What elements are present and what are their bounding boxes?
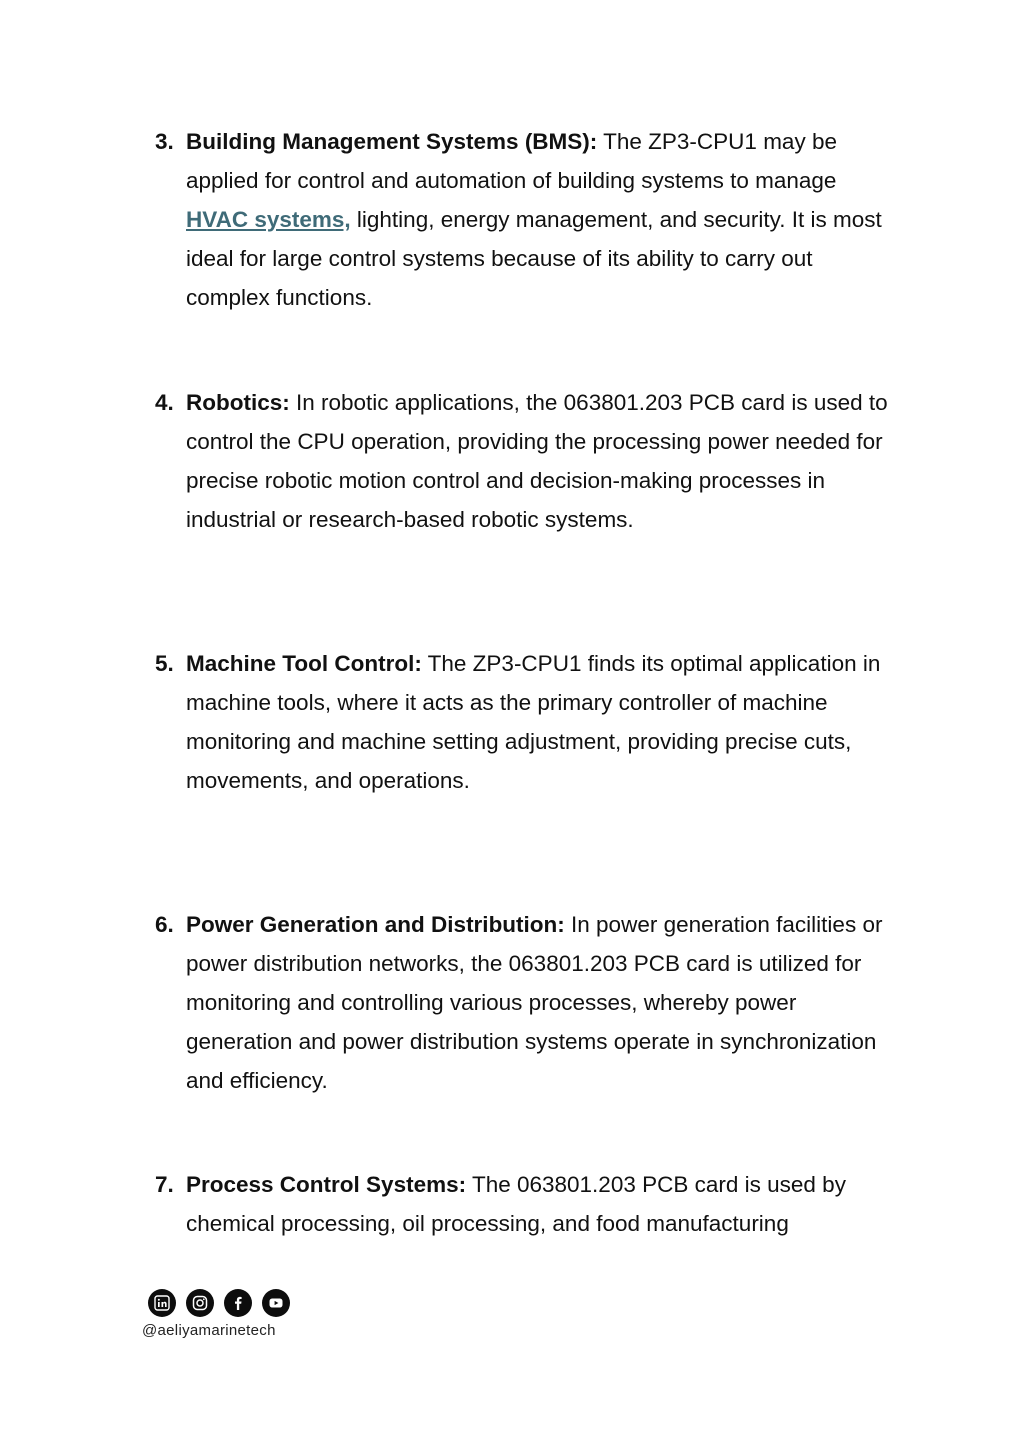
list-item-power-generation bbox=[155, 905, 900, 1100]
item-text: In power generation facilities or power distribution networks, the 063801.203 PCB card is utilized for monitoring and controlling various processes, whereby power generation and power distribution systems operate in synchronization and efficiency. bbox=[186, 912, 883, 1093]
list-item-process-control bbox=[155, 1165, 900, 1243]
social-handle: @aeliyamarinetech bbox=[142, 1322, 276, 1339]
list-number: 5. bbox=[155, 651, 174, 676]
facebook-icon[interactable] bbox=[224, 1289, 252, 1317]
list-number: 6. bbox=[155, 912, 174, 937]
list-number: 4. bbox=[155, 390, 174, 415]
list-item-text bbox=[186, 122, 900, 317]
list-item-robotics bbox=[155, 383, 900, 539]
list-item-text bbox=[186, 905, 900, 1100]
item-text-before-link: The ZP3-CPU1 may be applied for control and automation of building systems to manage bbox=[186, 129, 837, 193]
social-icons bbox=[148, 1289, 290, 1317]
linkedin-icon[interactable] bbox=[148, 1289, 176, 1317]
item-title: Machine Tool Control: bbox=[186, 651, 422, 676]
list-item-machine-tool-control bbox=[155, 644, 900, 800]
item-title: Robotics: bbox=[186, 390, 290, 415]
youtube-icon[interactable] bbox=[262, 1289, 290, 1317]
list-item-bms bbox=[155, 122, 900, 317]
item-title: Building Management Systems (BMS): bbox=[186, 129, 598, 154]
item-text: In robotic applications, the 063801.203 PCB card is used to control the CPU operation, providing the processing power needed for precise robotic motion control and decision-making processes in industrial or research-based robotic systems. bbox=[186, 390, 888, 532]
item-text: The 063801.203 PCB card is used by chemical processing, oil processing, and food manufacturing bbox=[186, 1172, 846, 1236]
list-item-text bbox=[186, 1165, 900, 1243]
instagram-icon[interactable] bbox=[186, 1289, 214, 1317]
item-title: Power Generation and Distribution: bbox=[186, 912, 565, 937]
list-item-text bbox=[186, 383, 900, 539]
list-number: 7. bbox=[155, 1172, 174, 1197]
item-text: The ZP3-CPU1 finds its optimal application in machine tools, where it acts as the primary controller of machine monitoring and machine setting adjustment, providing precise cuts, movements, and operations. bbox=[186, 651, 881, 793]
list-number: 3. bbox=[155, 129, 174, 154]
item-text-after-link: lighting, energy management, and security. It is most ideal for large control systems because of its ability to carry out complex functions. bbox=[186, 207, 882, 310]
item-title: Process Control Systems: bbox=[186, 1172, 467, 1197]
list-item-text bbox=[186, 644, 900, 800]
hvac-systems-link[interactable]: HVAC systems, bbox=[186, 207, 351, 232]
